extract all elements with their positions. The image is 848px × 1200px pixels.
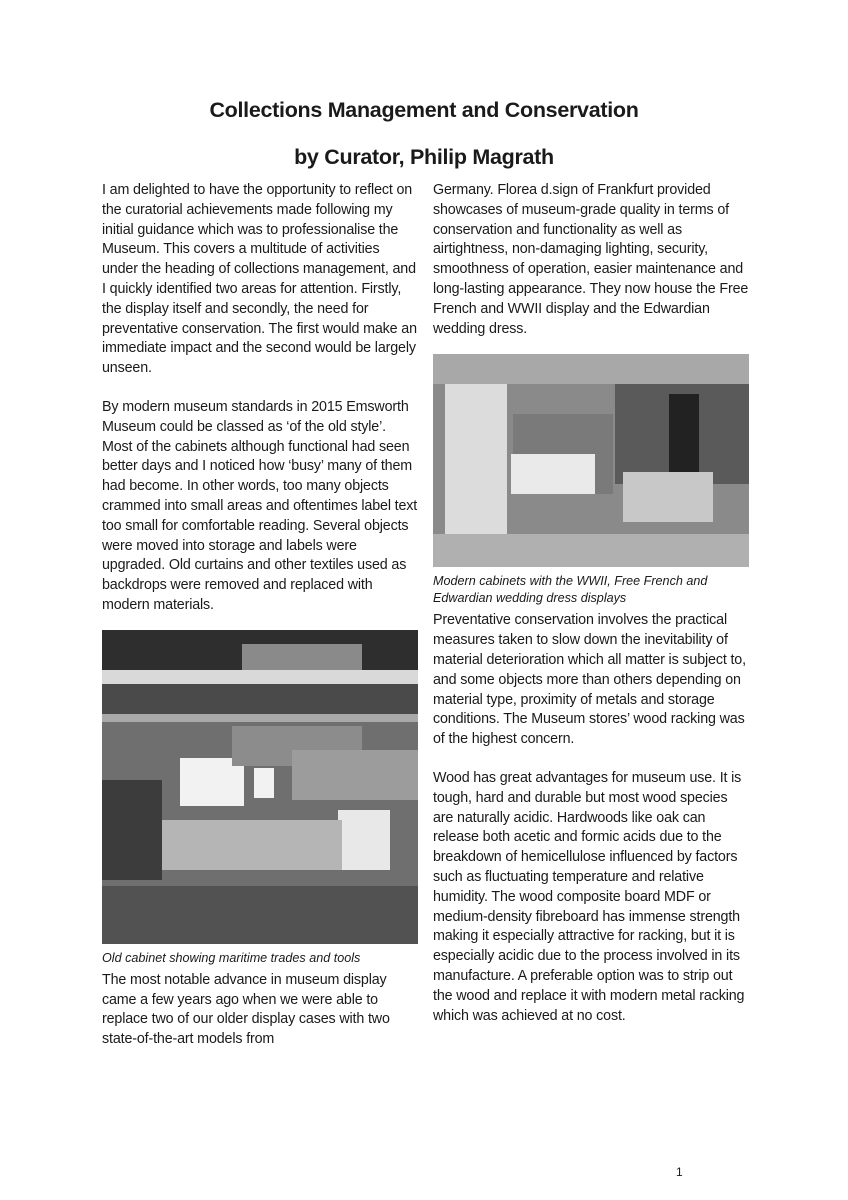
paragraph: Preventative conservation involves the practical measures taken to slow down the inevitability of material deterioration which all matter is subject to, and some objects more than others depending on material type, proximity of metals and storage conditions. The Museum stores’ wood racking was of the highest concern. bbox=[433, 612, 746, 748]
page-subtitle: by Curator, Philip Magrath bbox=[294, 145, 554, 169]
photo-modern-cabinets bbox=[433, 354, 749, 567]
paragraph: Germany. Florea d.sign of Frankfurt provided showcases of museum-grade quality in terms of conservation and functionality as well as airtightness, non-damaging lighting, security, smoothness of operation, easier maintenance and long-lasting appearance. They now house the Free French and WWII display and the Edwardian wedding dress. bbox=[433, 182, 749, 337]
right-column bbox=[433, 181, 749, 1026]
page-number: 1 bbox=[676, 1165, 683, 1179]
page-title: Collections Management and Conservation bbox=[209, 98, 639, 122]
left-column bbox=[102, 181, 418, 1050]
photo-old-cabinet bbox=[102, 630, 418, 944]
figure-caption: Old cabinet showing maritime trades and tools bbox=[102, 950, 361, 965]
paragraph: Wood has great advantages for museum use. It is tough, hard and durable but most wood species are naturally acidic. Hardwoods like oak can release both acetic and formic acids due to the breakdown of hemicellulose influenced by factors such as fluctuating temperature and relative humidity. The wood composite board MDF or medium-density fibreboard has immense strength making it especially attractive for racking, but it is especially acidic due to the process involved in its manufacture. A preferable option was to strip out the wood and replace it with modern metal racking which was achieved at no cost. bbox=[433, 769, 745, 1024]
paragraph: I am delighted to have the opportunity to reflect on the curatorial achievements made following my initial guidance which was to professionalise the Museum. This covers a multitude of activities under the heading of collections management, and I quickly identified two areas for attention. Firstly, the display itself and secondly, the need for preventative conservation. The first would make an immediate impact and the second would be largely unseen. bbox=[102, 182, 417, 377]
paragraph: The most notable advance in museum display came a few years ago when we were able to replace two of our older display cases with two state-of-the-art models from bbox=[102, 971, 390, 1048]
figure-caption: Modern cabinets with the WWII, Free French and Edwardian wedding dress displays bbox=[433, 574, 708, 606]
paragraph: By modern museum standards in 2015 Emsworth Museum could be classed as ‘of the old style’. Most of the cabinets although functional had seen better days and I noticed how ‘busy’ many of them had become. In other words, too many objects crammed into small areas and oftentimes label text too small for comfortable reading. Several objects were moved into storage and labels were upgraded. Old curtains and other textiles used as backdrops were removed and replaced with modern materials. bbox=[102, 398, 418, 613]
